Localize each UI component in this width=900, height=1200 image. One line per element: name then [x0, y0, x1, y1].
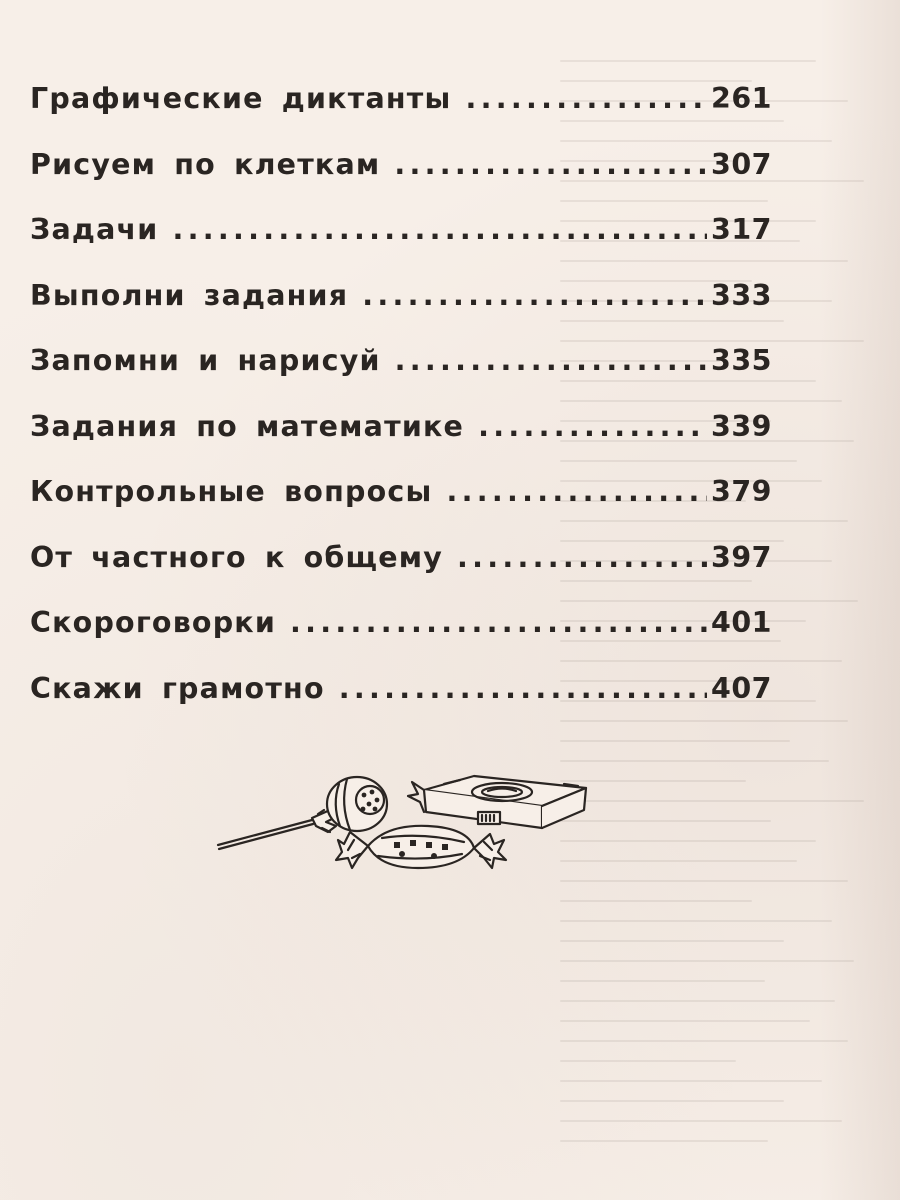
toc-entry-page: 335 — [711, 344, 772, 377]
toc-entry — [30, 148, 772, 214]
toc-leader-dots — [457, 541, 707, 574]
toc-leader-dots — [478, 410, 707, 443]
toc-leader-dots — [339, 672, 707, 705]
toc-entry — [30, 541, 772, 607]
toc-leader-dots — [394, 148, 707, 181]
toc-entry-title: Контрольные вопросы — [30, 475, 433, 508]
toc-entry-page: 261 — [711, 82, 772, 115]
toc-entry-title: Задачи — [30, 213, 159, 246]
toc-entry — [30, 82, 772, 148]
toc-entry-page: 317 — [711, 213, 772, 246]
toc-entry-title: Задания по математике — [30, 409, 465, 443]
page-shadow — [820, 0, 900, 1200]
toc-entry — [30, 475, 772, 541]
toc-entry — [30, 606, 772, 672]
toc-entry-page: 397 — [711, 540, 772, 574]
toc-entry — [30, 213, 772, 279]
toc-entry-title: Скороговорки — [30, 606, 277, 639]
toc-entry-page: 307 — [711, 147, 772, 181]
toc-entry-title: Выполни задания — [30, 278, 349, 312]
toc-entry — [30, 672, 772, 738]
candy-illustration-icon — [212, 770, 612, 880]
toc-leader-dots — [290, 606, 707, 639]
toc-entry-page: 333 — [711, 278, 772, 312]
toc-entry — [30, 279, 772, 345]
toc-entry-title: Рисуем по клеткам — [30, 147, 381, 181]
toc-entry-title: От частного к общему — [30, 540, 443, 574]
toc-entry-title: Запомни и нарисуй — [30, 344, 381, 377]
toc-entry — [30, 344, 772, 410]
toc-leader-dots — [465, 82, 707, 115]
toc-entry-title: Графические диктанты — [30, 82, 452, 115]
toc-entry — [30, 410, 772, 476]
toc-entry-page: 401 — [711, 606, 772, 639]
toc-leader-dots — [446, 475, 707, 508]
toc-entry-page: 379 — [711, 475, 772, 508]
toc-leader-dots — [395, 344, 707, 377]
toc-entry-page: 407 — [711, 671, 772, 705]
table-of-contents — [30, 82, 772, 737]
toc-leader-dots — [172, 213, 707, 246]
toc-entry-title: Скажи грамотно — [30, 671, 325, 705]
toc-entry-page: 339 — [711, 409, 772, 443]
toc-leader-dots — [362, 279, 707, 312]
